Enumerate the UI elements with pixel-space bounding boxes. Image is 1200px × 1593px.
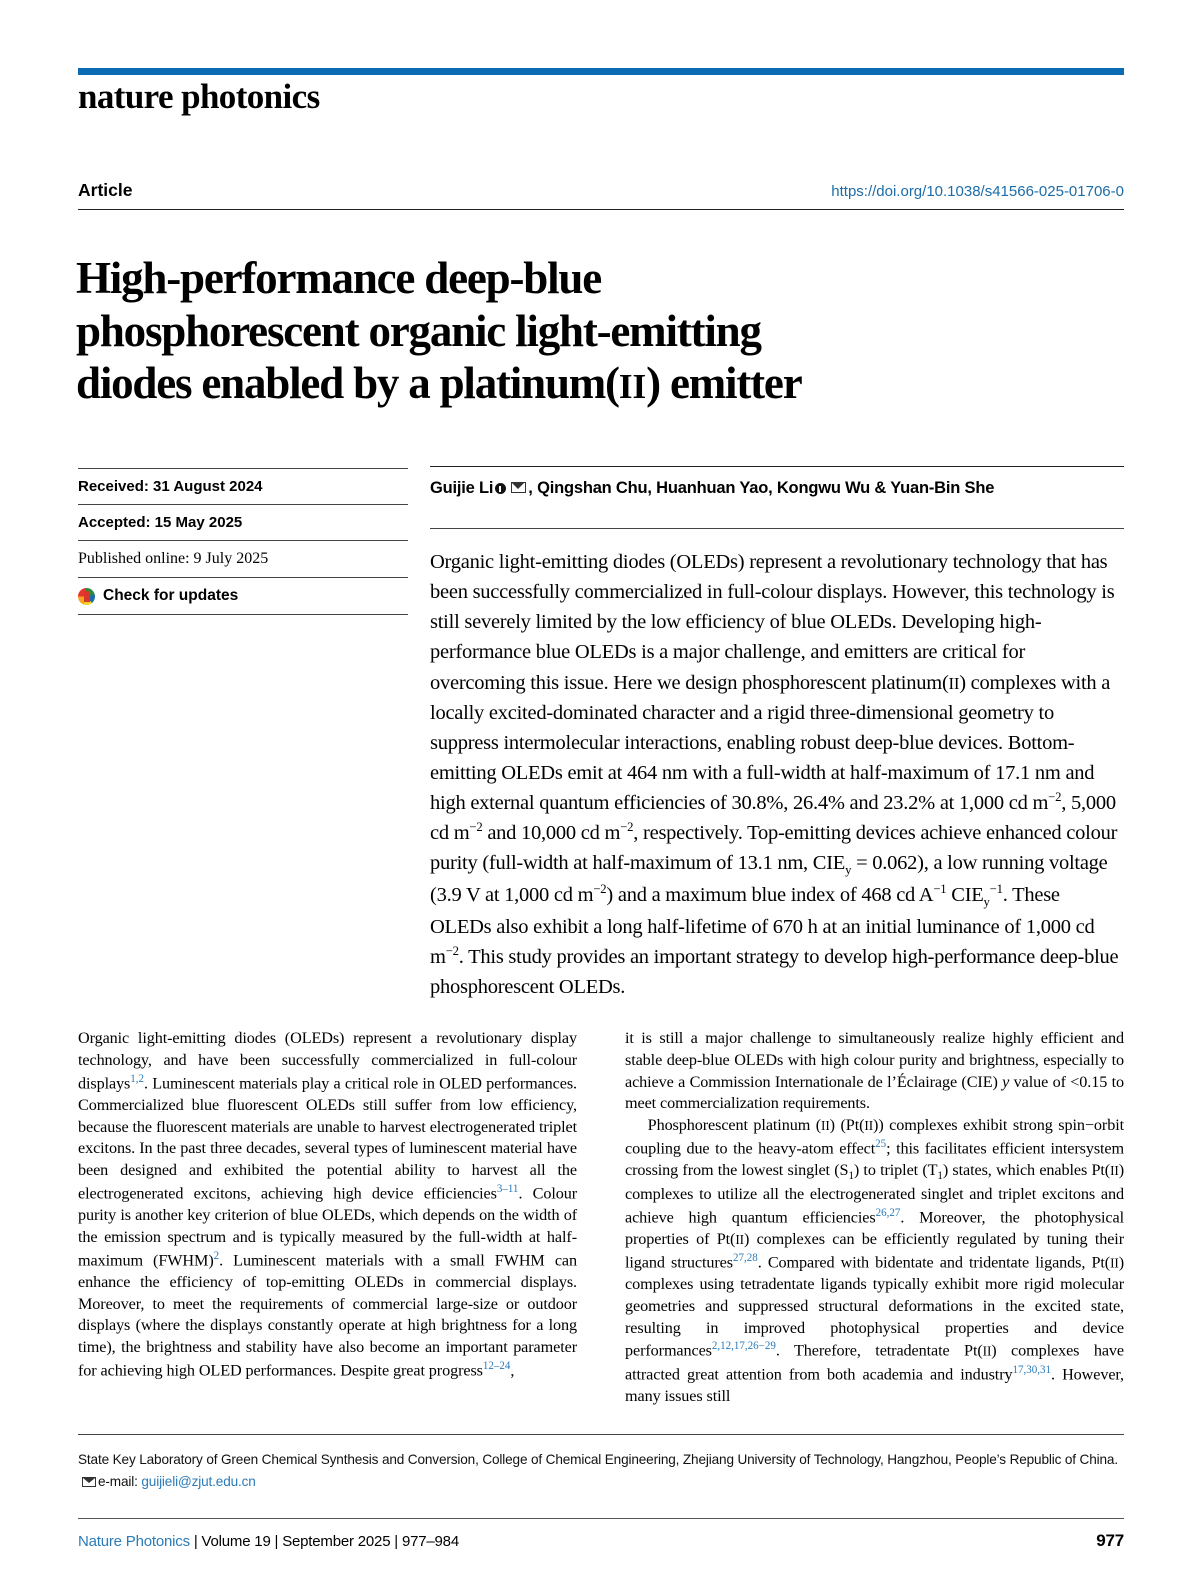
right-text-1: it is still a major challenge to simultaneously realize highly efficient and stable deep-blue OLEDs with high colour purity and brightness, especially to achieve a Commission Internationale de l’Éclairage (CIE): [625, 1029, 1124, 1091]
abstract-text-7: ) and a maximum blue index of 468 cd A: [606, 884, 934, 907]
corresponding-author-email-icon[interactable]: [511, 482, 526, 493]
right-citation-5[interactable]: 17,30,31: [1012, 1363, 1051, 1376]
corresponding-email-link[interactable]: guijieli@zjut.edu.cn: [141, 1474, 256, 1490]
article-metadata: [78, 468, 408, 615]
page-title: [76, 252, 1076, 410]
left-text-3: . Colour purity is another key criterion of blue OLEDs, which depends on the width of the emission spectrum and is typically measured by the full-width at half-maximum (FWHM): [78, 1184, 578, 1269]
right-text-15: ) complexes have attracted great attention from both academia and industry: [625, 1341, 1124, 1383]
meta-received: Received: 31 August 2024: [78, 468, 408, 504]
right-text-9: ) complexes to utilize all the electrogenerated singlet and triplet excitons and achieve high quantum efficiencies: [625, 1161, 1124, 1227]
right-numeral-d: II: [735, 1232, 744, 1248]
body-paragraph-platinum: [625, 1115, 1124, 1407]
masthead-accent-rule: [78, 68, 1124, 75]
abstract-text-2: ) complexes with a locally excited-dominated character and a rigid three-dimensional geometry to suppress intermolecular interactions, enabling robust deep-blue devices. Bottom-emitting OLEDs emit at 464 nm with a full-width at half-maximum of 17.1 nm and high external quantum efficiencies of 30.8%, 26.4% and 23.2% at 1,000 cd m: [430, 671, 1111, 814]
right-text-13: ) complexes using tetradentate ligands typically exhibit more rigid molecular geometries and suppressed structural deformations in the excited state, resulting in improved photophysical properties and device performances: [625, 1253, 1124, 1360]
author-primary: Guijie Li: [430, 479, 494, 497]
article-type-label: Article: [78, 180, 133, 200]
right-italic-y: y: [1002, 1072, 1010, 1091]
title-line-2: phosphorescent organic light-emitting: [76, 305, 761, 356]
abstract-text-1: Organic light-emitting diodes (OLEDs) represent a revolutionary technology that has been successfully commercialized in full-colour displays. However, this technology is still severely limited by the low efficiency of blue OLEDs. Developing high-performance blue OLEDs is a major challenge, and emitters are critical for overcoming this issue. Here we design phosphorescent platinum(: [430, 551, 1115, 694]
title-line-3-post: ) emitter: [646, 358, 802, 409]
left-text-5: ,: [510, 1361, 515, 1380]
right-text-12: . Compared with bidentate and tridentate ligands, Pt(: [757, 1253, 1111, 1272]
left-text-4: . Luminescent materials with a small FWHM can enhance the efficiency of top-emitting OLEDs in commercial displays. Moreover, to meet the requirements of commercial large-size or outdoor displays (where the displays constantly operate at high brightness for a long time), the brightness and stability have also become an important parameter for achieving high OLED performances. Despite great progress: [78, 1250, 577, 1380]
right-text-7: ) to triplet (T: [853, 1161, 938, 1180]
email-icon: [82, 1477, 96, 1488]
left-citation-1[interactable]: 1,2: [130, 1072, 145, 1085]
abstract-text-9: . These OLEDs also exhibit a long half-lifetime of 670 h at an initial luminance of 1,000 cd m: [430, 884, 1095, 968]
right-text-6: ; this facilitates efficient intersystem crossing from the lowest singlet (S: [625, 1139, 1125, 1180]
footer-journal-name[interactable]: Nature Photonics: [78, 1533, 190, 1550]
footer-citation: [78, 1533, 459, 1550]
right-text-10: . Moreover, the photophysical properties of Pt(: [625, 1208, 1124, 1249]
article-body: [78, 1028, 1124, 1408]
title-roman-numeral: II: [618, 367, 647, 407]
right-numeral-e: II: [1110, 1255, 1119, 1271]
abstract-sup-2: −2: [469, 820, 483, 835]
abstract-sub-1: y: [845, 863, 852, 878]
abstract-sup-5: −1: [933, 882, 947, 897]
title-line-1: High-performance deep-blue: [76, 253, 601, 304]
right-text-3: Phosphorescent platinum (: [647, 1116, 822, 1135]
right-text-14: . Therefore, tetradentate Pt(: [775, 1341, 983, 1360]
footer-volume-info: | Volume 19 | September 2025 | 977–984: [189, 1533, 459, 1550]
affiliation-text: State Key Laboratory of Green Chemical Synthesis and Conversion, College of Chemical Engineering, Zhejiang University of Technology, Hangzhou, People’s Republic of China.: [78, 1452, 1118, 1467]
left-text-1: Organic light-emitting diodes (OLEDs) represent a revolutionary display technology, and have been successfully commercialized in full-colour displays: [78, 1029, 577, 1092]
body-paragraph-intro: [78, 1028, 577, 1382]
meta-accepted: Accepted: 15 May 2025: [78, 504, 408, 540]
right-sub-2: 1: [937, 1170, 943, 1183]
left-text-2: . Luminescent materials play a critical role in OLED performances. Commercialized blue fluorescent OLEDs still suffer from low efficiency, because the fluorescent materials are unable to harvest electrogenerated triplet excitons. In the past three decades, several types of luminescent material have been designed and exhibited the potential ability to harvest all the electrogenerated excitons, achieving high device efficiencies: [78, 1073, 577, 1203]
author-list: [430, 466, 1124, 498]
right-numeral-a: II: [821, 1118, 830, 1134]
body-paragraph-intro-cont: [625, 1028, 1124, 1115]
right-numeral-c: II: [1110, 1163, 1119, 1179]
abstract-text-3: , 5,000 cd m: [430, 792, 1116, 845]
abstract-sub-2: y: [983, 895, 990, 910]
page-footer: [78, 1518, 1124, 1551]
author-others: , Qingshan Chu, Huanhuan Yao, Kongwu Wu & Yuan-Bin She: [528, 479, 995, 497]
page-number: 977: [1096, 1531, 1124, 1550]
right-text-2: value of <0.15 to meet commercialization requirements.: [625, 1072, 1124, 1113]
meta-published-online: Published online: 9 July 2025: [78, 540, 408, 577]
doi-link[interactable]: https://doi.org/10.1038/s41566-025-01706-0: [831, 183, 1124, 200]
affiliation-footnote: [78, 1434, 1124, 1493]
check-for-updates-label: Check for updates: [103, 587, 239, 604]
abstract-text-5: , respectively. Top-emitting devices achieve enhanced colour purity (full-width at half-maximum of 13.1 nm, CIE: [430, 822, 1118, 875]
right-text-11: ) complexes can be efficiently regulated by tuning their ligand structures: [625, 1230, 1124, 1272]
right-text-16: . However, many issues still: [625, 1364, 1124, 1405]
right-citation-4[interactable]: 2,12,17,26−29: [711, 1340, 776, 1353]
left-citation-2[interactable]: 3–11: [496, 1182, 519, 1195]
body-column-left: [78, 1028, 577, 1408]
right-text-4: ) (Pt(: [829, 1116, 865, 1135]
abstract-sup-3: −2: [620, 820, 634, 835]
article-header-row: [78, 180, 1124, 210]
abstract: [430, 528, 1124, 1002]
abstract-text-4: and 10,000 cd m: [482, 822, 621, 845]
right-sub-1: 1: [848, 1170, 854, 1183]
abstract-text-10: . This study provides an important strategy to develop high-performance deep-blue phosphorescent OLEDs.: [430, 945, 1119, 999]
check-for-updates[interactable]: [78, 577, 408, 615]
abstract-sup-6: −1: [989, 882, 1003, 897]
journal-masthead: nature photonics: [78, 77, 320, 116]
abstract-sup-4: −2: [593, 882, 607, 897]
abstract-text-6: = 0.062), a low running voltage (3.9 V at 1,000 cd m: [430, 852, 1108, 907]
right-numeral-f: II: [982, 1343, 992, 1359]
left-citation-4[interactable]: 12–24: [482, 1359, 511, 1372]
right-text-5: )) complexes exhibit strong spin−orbit coupling due to the heavy-atom effect: [625, 1116, 1124, 1158]
right-citation-3[interactable]: 27,28: [732, 1251, 758, 1264]
abstract-numeral-1: II: [948, 673, 960, 693]
right-citation-1[interactable]: 25: [875, 1137, 887, 1150]
email-label: e-mail:: [98, 1474, 142, 1490]
abstract-sup-7: −2: [445, 944, 459, 959]
orcid-icon[interactable]: [495, 483, 506, 494]
body-column-right: [625, 1028, 1124, 1408]
right-numeral-b: II: [864, 1118, 874, 1134]
right-text-8: ) states, which enables Pt(: [942, 1161, 1111, 1180]
title-line-3-pre: diodes enabled by a platinum(: [76, 358, 619, 409]
abstract-sup-1: −2: [1048, 790, 1062, 805]
right-citation-2[interactable]: 26,27: [875, 1206, 901, 1219]
left-citation-3[interactable]: 2: [213, 1249, 220, 1262]
abstract-text-8: CIE: [946, 884, 984, 907]
crossmark-icon: [78, 588, 95, 605]
